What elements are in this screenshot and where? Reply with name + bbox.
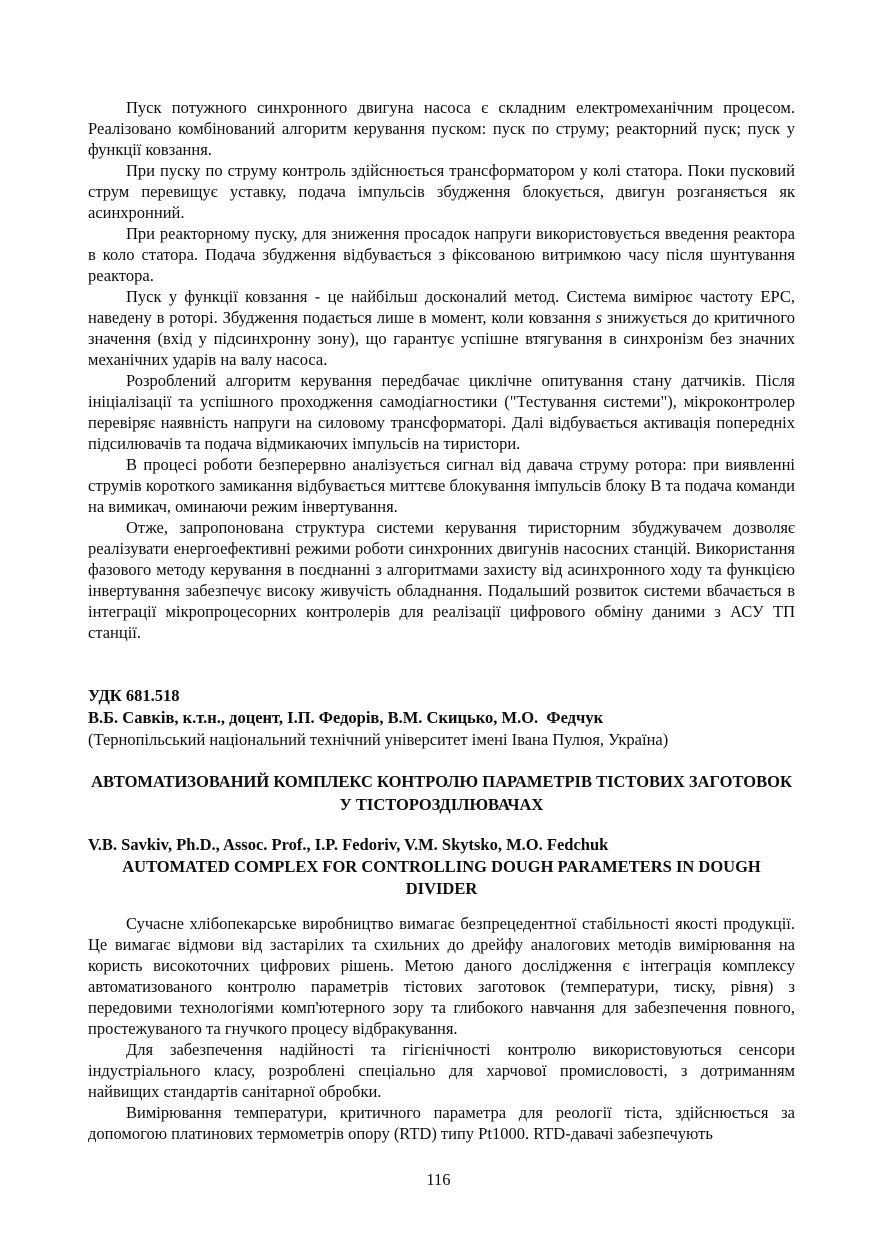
affiliation: (Тернопільський національний технічний університет імені Івана Пулюя, Україна)	[88, 730, 669, 749]
paragraph-text: Пуск у функції ковзання - це найбільш досконалий метод. Система вимірює частоту ЕРС, наведену в роторі. Збудження подається лише в момент, коли ковзання	[88, 287, 795, 327]
paragraph-text: знижується до критичного значення (вхід у підсинхронну зону), що гарантує успішне втягування в синхронізм без значних механічних ударів на валу насоса.	[88, 308, 795, 369]
authors-ua: В.Б. Савків, к.т.н., доцент, І.П. Федорів, В.М. Скицько, М.О. Федчук	[88, 708, 604, 727]
pump-conclusion-section	[88, 97, 795, 643]
slip-symbol: s	[595, 308, 603, 327]
body-paragraph: В процесі роботи безперервно аналізується сигнал від давача струму ротора: при виявленні струмів короткого замикання відбувається миттєве блокування імпульсів блоку В та подача команди на вимикач, оминаючи режим інвертування.	[88, 455, 795, 516]
body-paragraph-slip	[88, 286, 795, 370]
body-paragraph: Сучасне хлібопекарське виробництво вимагає безпрецедентної стабільності якості продукції. Це вимагає відмови від застарілих та схильних до дрейфу аналогових методів вимірювання на користь високоточних цифрових рішень. Метою даного дослідження є інтеграція комплексу автоматизованого контролю параметрів тістових заготовок (температури, тиску, рівня) з передовими технологіями комп'ютерного зору та глибокого навчання для забезпечення повного, простежуваного та гнучкого процесу відбракування.	[88, 914, 795, 1038]
body-paragraph: При пуску по струму контроль здійснюється трансформатором у колі статора. Поки пусковий струм перевищує уставку, подача імпульсів збудження блокується, двигун розганяється як асинхронний.	[88, 161, 795, 222]
body-paragraph: Для забезпечення надійності та гігієнічності контролю використовуються сенсори індустріального класу, розроблені спеціально для харчової промисловості, з дотриманням найвищих стандартів санітарної обробки.	[88, 1040, 795, 1101]
body-paragraph: Розроблений алгоритм керування передбачає циклічне опитування стану датчиків. Після ініціалізації та успішного проходження самодіагностики ("Тестування системи"), мікроконтролер перевіряє наявність напруги на силовому трансформаторі. Далі відбувається активація попередніх підсилювачів та подача відмикаючих імпульсів на тиристори.	[88, 371, 795, 453]
udc-number: УДК 681.518	[88, 686, 180, 705]
authors-en: V.B. Savkiv, Ph.D., Assoc. Prof., I.P. Fedoriv, V.M. Skytsko, M.O. Fedchuk	[88, 835, 609, 854]
article-header	[88, 685, 795, 900]
article-title-en: AUTOMATED COMPLEX FOR CONTROLLING DOUGH PARAMETERS IN DOUGH DIVIDER	[122, 857, 761, 898]
page-number: 116	[426, 1170, 451, 1189]
body-paragraph: Вимірювання температури, критичного параметра для реології тіста, здійснюється за допомогою платинових термометрів опору (RTD) типу Pt1000. RTD-давачі забезпечують	[88, 1103, 795, 1143]
body-paragraph: При реакторному пуску, для зниження просадок напруги використовується введення реактора в коло статора. Подача збудження відбувається з фіксованою витримкою часу після шунтування реактора.	[88, 224, 795, 285]
body-paragraph: Пуск потужного синхронного двигуна насоса є складним електромеханічним процесом. Реалізовано комбінований алгоритм керування пуском: пуск по струму; реакторний пуск; пуск у функції ковзання.	[88, 98, 795, 159]
body-paragraph: Отже, запропонована структура системи керування тиристорним збуджувачем дозволяє реалізувати енергоефективні режими роботи синхронних двигунів насосних станцій. Використання фазового методу керування в поєднанні з алгоритмами захисту від асинхронного ходу та функцією інвертування забезпечує високу живучість обладнання. Подальший розвиток системи вбачається в інтеграції мікропроцесорних контролерів для реалізації цифрового обміну даними з АСУ ТП станції.	[88, 518, 795, 642]
article-body	[88, 913, 795, 1144]
article-title-ua: АВТОМАТИЗОВАНИЙ КОМПЛЕКС КОНТРОЛЮ ПАРАМЕТРІВ ТІСТОВИХ ЗАГОТОВОК У ТІСТОРОЗДІЛЮВАЧАХ	[91, 772, 792, 814]
